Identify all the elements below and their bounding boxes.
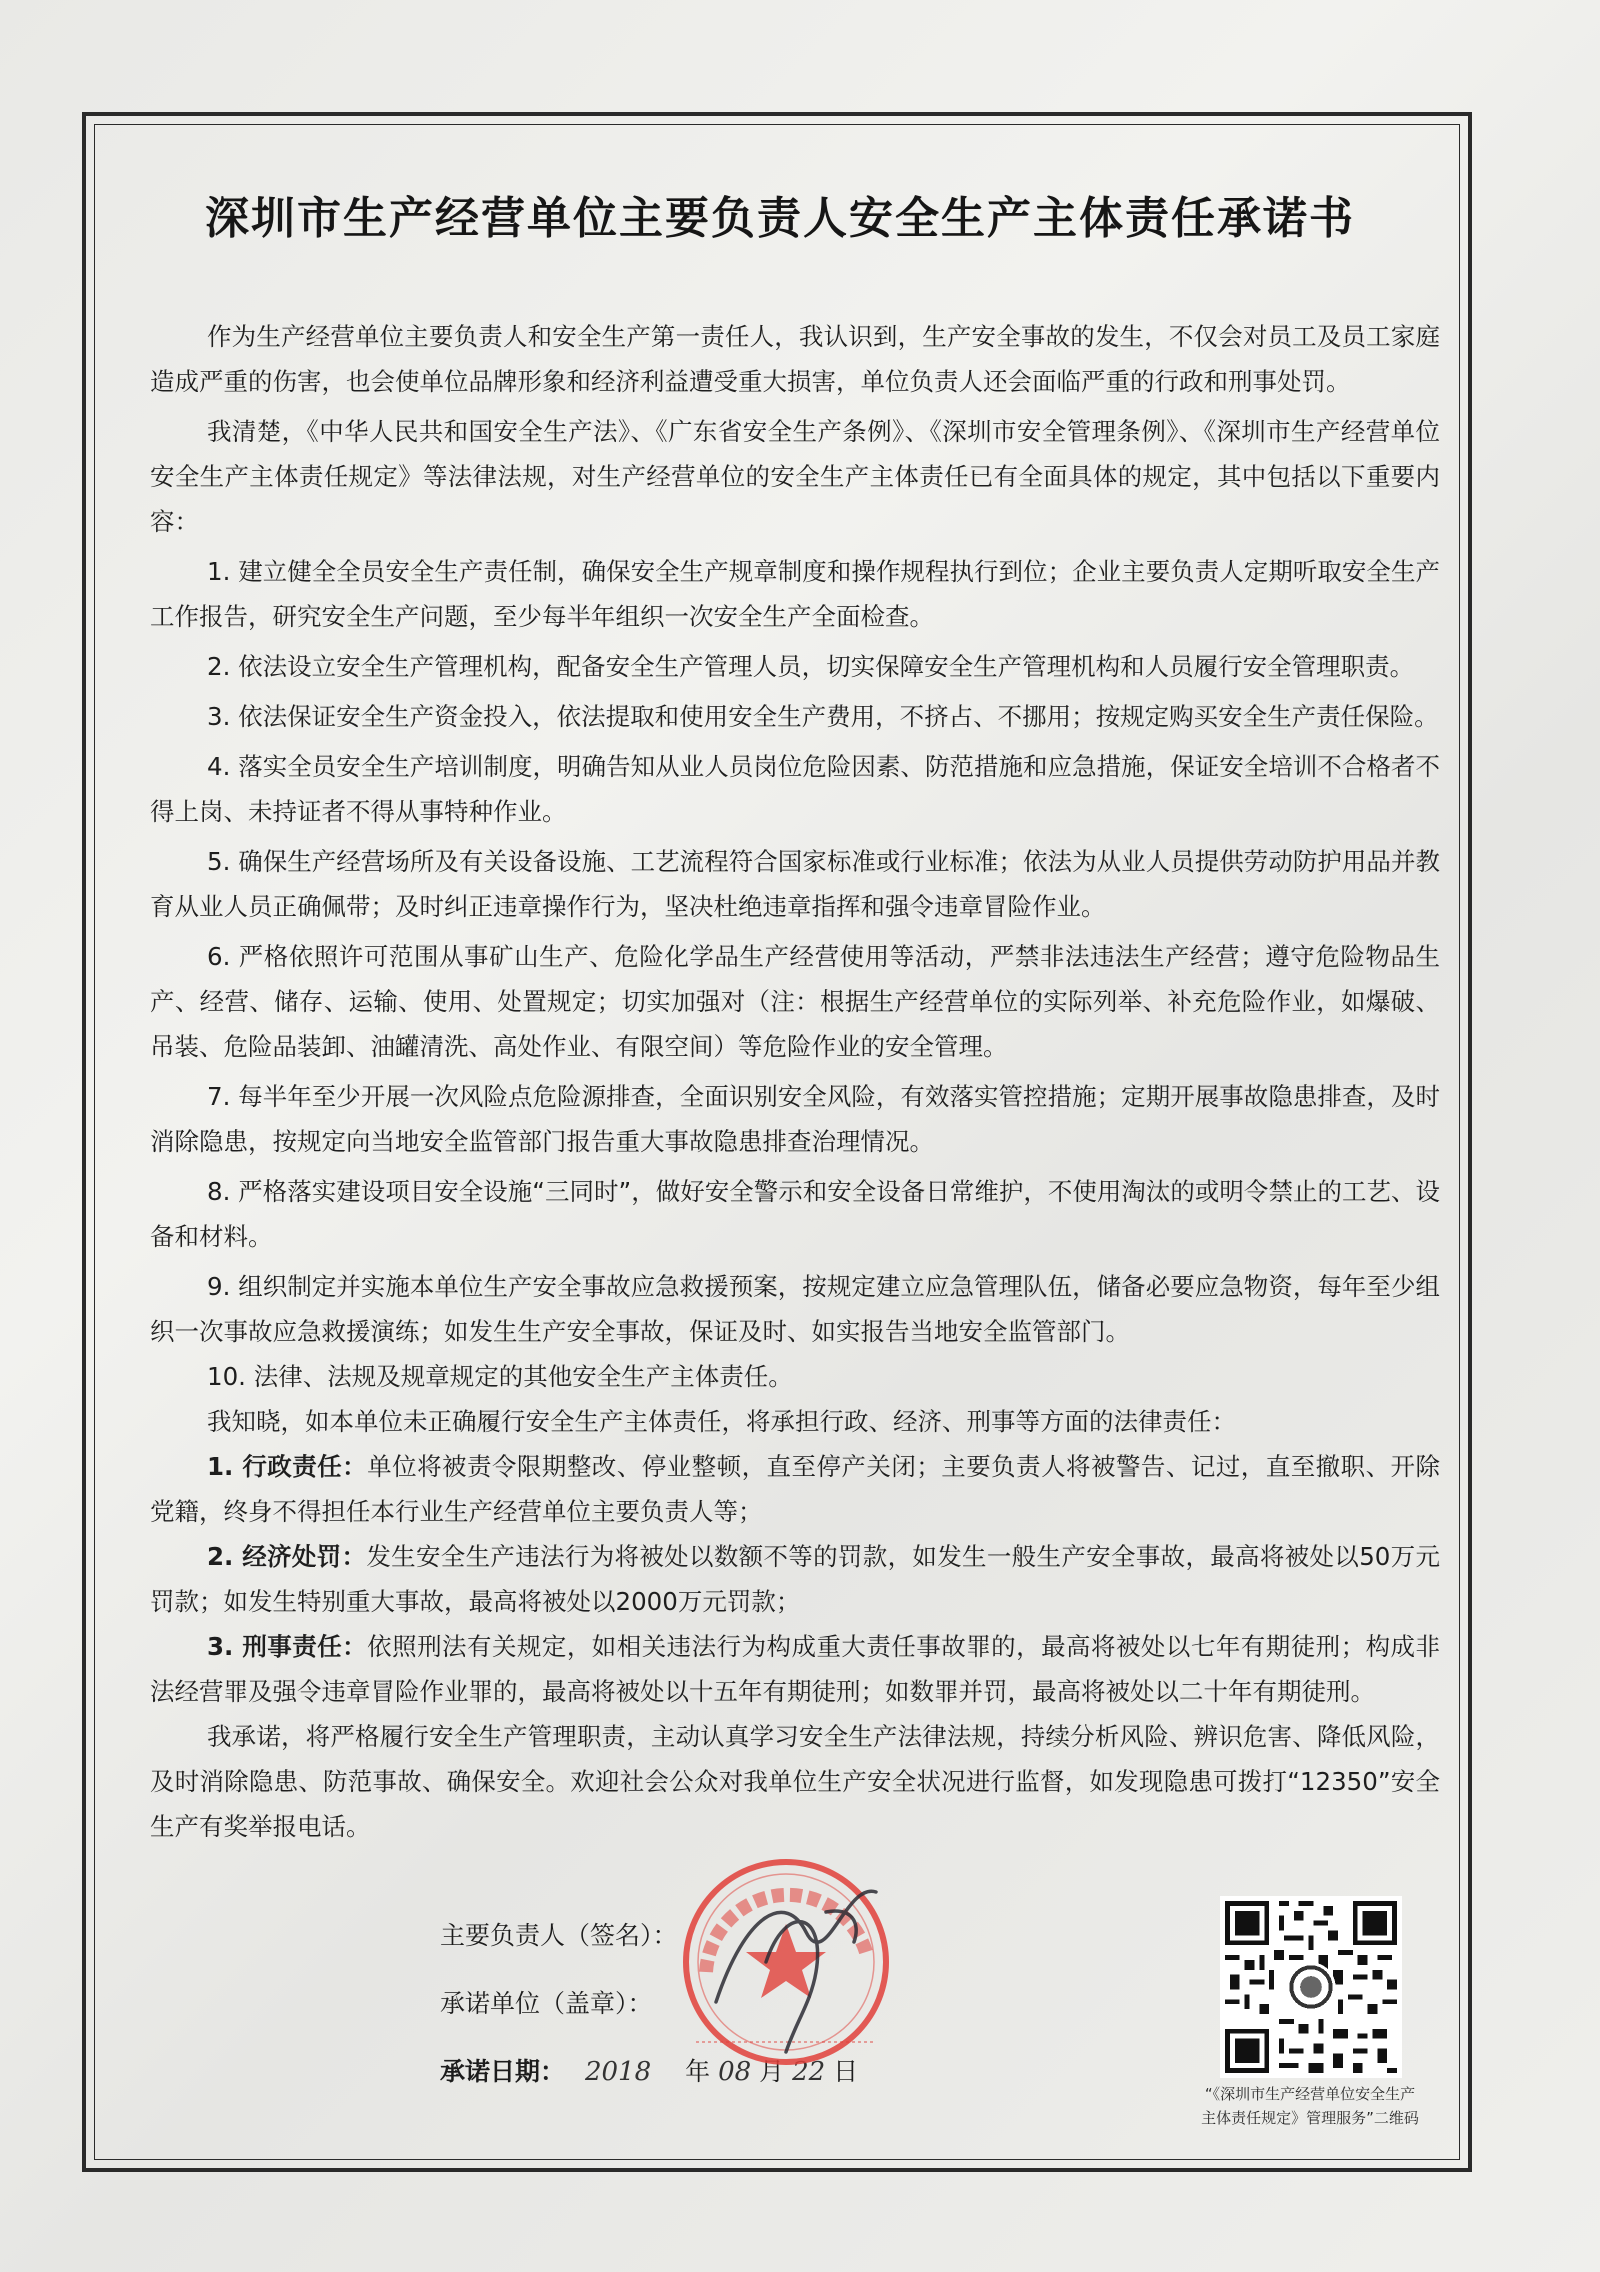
month-char: 月	[759, 2057, 785, 2086]
list-item-4: 4. 落实全员安全生产培训制度，明确告知从业人员岗位危险因素、防范措施和应急措施，保证安全培训不合格者不得上岗、未持证者不得从事特种作业。	[150, 752, 1440, 826]
paragraph-know: 我知晓，如本单位未正确履行安全生产主体责任，将承担行政、经济、刑事等方面的法律责任：	[207, 1407, 1236, 1436]
list-item-6: 6. 严格依照许可范围从事矿山生产、危险化学品生产经营使用等活动，严禁非法违法生产经营；遵守危险物品生产、经营、储存、运输、使用、处置规定；切实加强对（注：根据生产经营单位的实际列举、补充危险作业，如爆破、吊装、危险品装卸、油罐清洗、高处作业、有限空间）等危险作业的安全管理。	[150, 942, 1440, 1061]
list-item-8: 8. 严格落实建设项目安全设施“三同时”，做好安全警示和安全设备日常维护，不使用淘汰的或明令禁止的工艺、设备和材料。	[150, 1177, 1440, 1251]
list-item-5: 5. 确保生产经营场所及有关设备设施、工艺流程符合国家标准或行业标准；依法为从业人员提供劳动防护用品并教育从业人员正确佩带；及时纠正违章操作行为，坚决杜绝违章指挥和强令违章冒险作业。	[150, 847, 1440, 921]
paragraph-promise: 我承诺，将严格履行安全生产管理职责，主动认真学习安全生产法律法规，持续分析风险、辨识危害、降低风险，及时消除隐患、防范事故、确保安全。欢迎社会公众对我单位生产安全状况进行监督，如发现隐患可拨打“12350”安全生产有奖举报电话。	[150, 1722, 1440, 1841]
responsibility-text: 发生安全生产违法行为将被处以数额不等的罚款，如发生一般生产安全事故，最高将被处以50万元罚款；如发生特别重大事故，最高将被处以2000万元罚款；	[150, 1542, 1441, 1616]
responsibility-label: 3. 刑事责任：	[207, 1632, 368, 1661]
leader-signature-label: 主要负责人（签名）：	[440, 1921, 678, 1950]
date-day: 22	[792, 2057, 826, 2087]
responsibility-administrative	[150, 1444, 1440, 1534]
list-item-1: 1. 建立健全全员安全生产责任制，确保安全生产规章制度和操作规程执行到位；企业主要负责人定期听取安全生产工作报告，研究安全生产问题，至少每半年组织一次安全生产全面检查。	[150, 557, 1440, 631]
list-item-7: 7. 每半年至少开展一次风险点危险源排查，全面识别安全风险，有效落实管控措施；定期开展事故隐患排查，及时消除隐患，按规定向当地安全监管部门报告重大事故隐患排查治理情况。	[150, 1082, 1440, 1156]
list-item-10: 10. 法律、法规及规章规定的其他安全生产主体责任。	[207, 1362, 793, 1391]
qr-code-image	[1220, 1896, 1402, 2078]
responsibility-text: 依照刑法有关规定，如相关违法行为构成重大责任事故罪的，最高将被处以七年有期徒刑；构成非法经营罪及强令违章冒险作业罪的，最高将被处以十五年有期徒刑；如数罪并罚，最高将被处以二十年有期徒刑。	[150, 1632, 1440, 1706]
year-char: 年	[685, 2057, 711, 2086]
unit-seal-row	[440, 1984, 653, 2020]
date-label: 承诺日期：	[440, 2057, 566, 2086]
list-item-9: 9. 组织制定并实施本单位生产安全事故应急救援预案，按规定建立应急管理队伍，储备必要应急物资，每年至少组织一次事故应急救援演练；如发生生产安全事故，保证及时、如实报告当地安全监管部门。	[150, 1272, 1440, 1346]
qr-code-caption	[1150, 2082, 1470, 2130]
responsibility-label: 2. 经济处罚：	[207, 1542, 367, 1571]
list-item-3: 3. 依法保证安全生产资金投入，依法提取和使用安全生产费用，不挤占、不挪用；按规定购买安全生产责任保险。	[207, 702, 1439, 731]
leader-signature-row	[440, 1916, 678, 1952]
qr-caption-line: 主体责任规定》管理服务”二维码	[1201, 2109, 1419, 2127]
qr-caption-line: “《深圳市生产经营单位安全生产	[1204, 2085, 1416, 2103]
paragraph-intro: 作为生产经营单位主要负责人和安全生产第一责任人，我认识到，生产安全事故的发生，不仅会对员工及员工家庭造成严重的伤害，也会使单位品牌形象和经济利益遭受重大损害，单位负责人还会面临严重的行政和刑事处罚。	[150, 322, 1440, 396]
responsibility-text: 单位将被责令限期整改、停业整顿，直至停产关闭；主要负责人将被警告、记过，直至撤职、开除党籍，终身不得担任本行业生产经营单位主要负责人等；	[150, 1452, 1440, 1526]
document-body	[150, 314, 1440, 1849]
date-month: 08	[718, 2057, 752, 2087]
day-char: 日	[833, 2057, 859, 2086]
company-seal-image	[676, 1852, 896, 2072]
paragraph-law: 我清楚，《中华人民共和国安全生产法》、《广东省安全生产条例》、《深圳市安全管理条例》、《深圳市生产经营单位安全生产主体责任规定》等法律法规，对生产经营单位的安全生产主体责任已有全面具体的规定，其中包括以下重要内容：	[150, 417, 1440, 536]
list-item-2: 2. 依法设立安全生产管理机构，配备安全生产管理人员，切实保障安全生产管理机构和人员履行安全管理职责。	[207, 652, 1415, 681]
responsibility-criminal	[150, 1624, 1440, 1714]
responsibility-label: 1. 行政责任：	[207, 1452, 368, 1481]
date-year: 2018	[584, 2057, 652, 2087]
document-title: 深圳市生产经营单位主要负责人安全生产主体责任承诺书	[205, 193, 1355, 244]
unit-seal-label: 承诺单位（盖章）：	[440, 1989, 653, 2018]
responsibility-economic	[150, 1534, 1440, 1624]
